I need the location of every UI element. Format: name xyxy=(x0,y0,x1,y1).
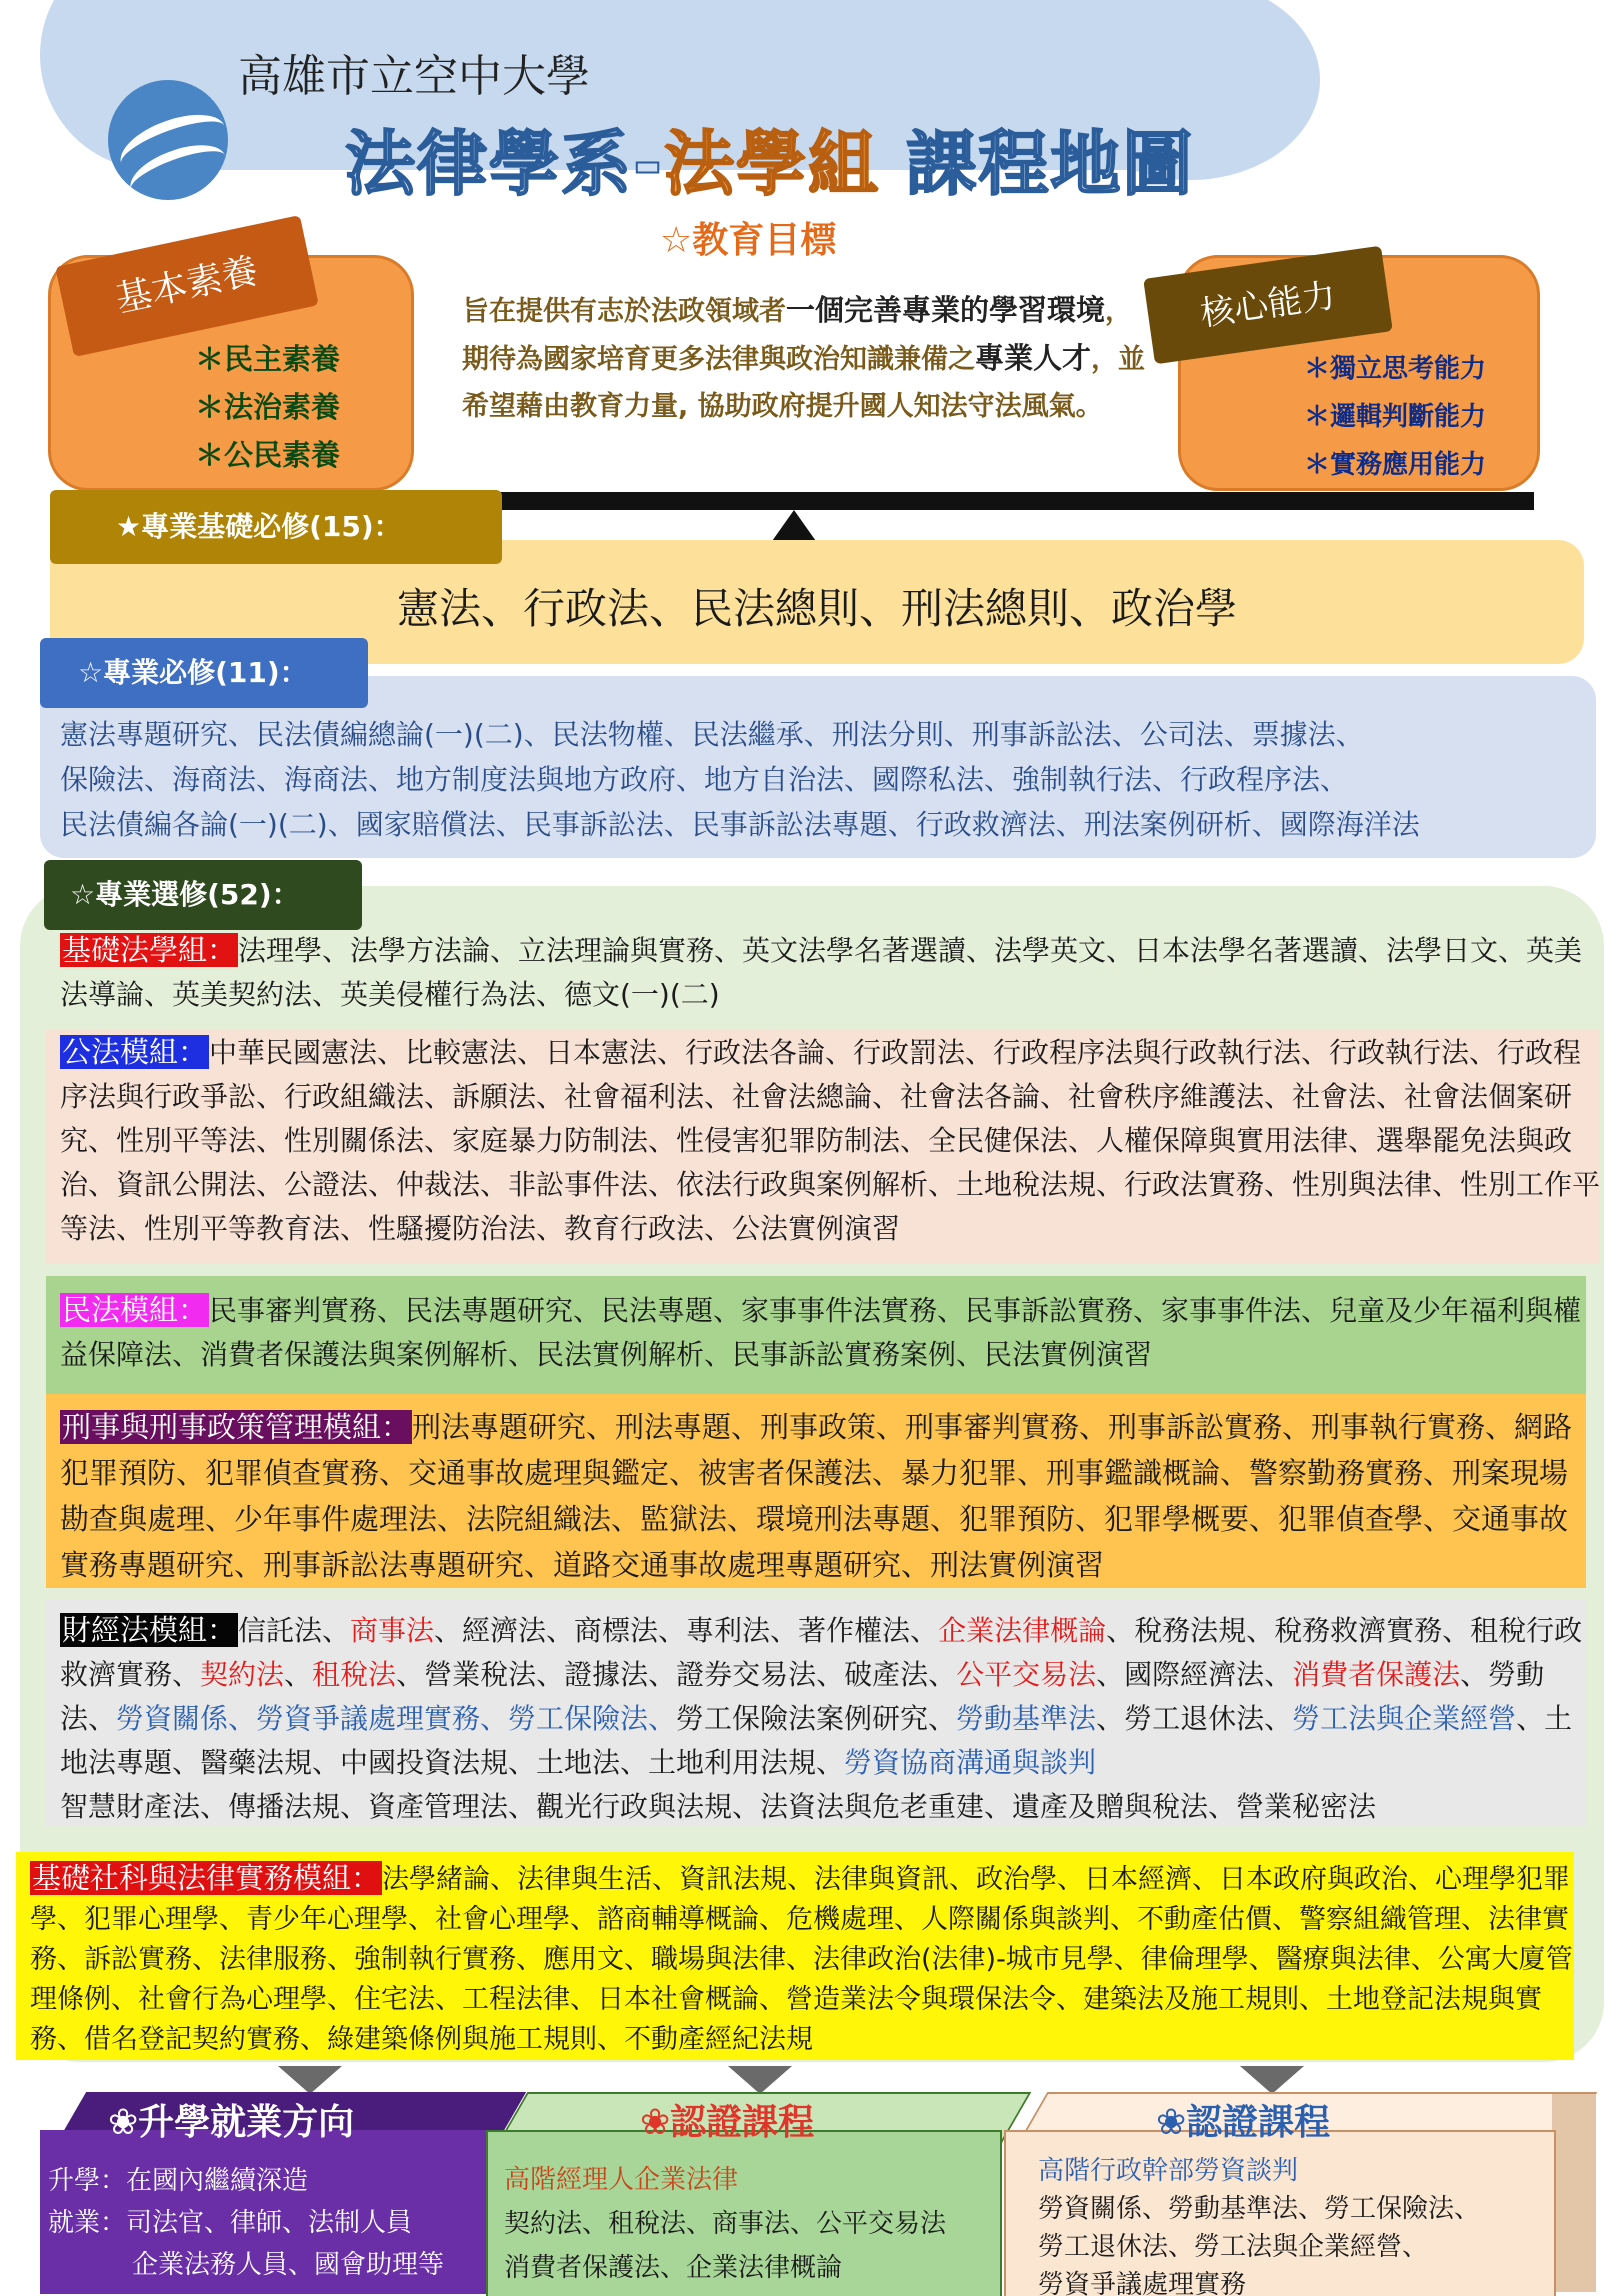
career-line: 企業法務人員、國會助理等 xyxy=(132,2250,445,2280)
career-title: ❀升學就業方向 xyxy=(108,2102,355,2143)
cert-heading: 高階行政幹部勞資談判 xyxy=(1038,2156,1299,2186)
module-label: 民法模組： xyxy=(62,1293,208,1327)
university-logo xyxy=(108,80,228,200)
module-label: 公法模組： xyxy=(62,1035,208,1069)
required-line: 憲法專題研究、民法債編總論(一)(二)、民法物權、民法繼承、刑法分則、刑事訴訟法、公司法、票據法、 xyxy=(60,718,1364,751)
basic-literacy-item: ＊公民素養 xyxy=(195,438,341,472)
electives-tab-label: ☆專業選修(52)： xyxy=(70,878,300,911)
cert-title: ❀認證課程 xyxy=(1156,2102,1331,2143)
education-goal-text: 旨在提供有志於法政領域者一個完善專業的學習環境，期待為國家培育更多法律與政治知識兼備之專業人才，並希望藉由教育力量, 協助政府提升國人知法守法風氣。 xyxy=(462,293,1146,422)
cert-box-side xyxy=(1552,2094,1596,2292)
module-label: 基礎法學組： xyxy=(62,933,237,967)
cert-heading: 高階經理人企業法律 xyxy=(504,2165,739,2195)
core-ability-item: ＊獨立思考能力 xyxy=(1304,354,1487,384)
arrow-down-icon xyxy=(1240,2066,1304,2094)
career-line: 就業：司法官、律師、法制人員 xyxy=(48,2208,413,2238)
module-financial-law: 財經法模組：信託法、商事法、經濟法、商標法、專利法、著作權法、企業法律概論、稅務法規、稅務救濟實務、租稅行政救濟實務、契約法、租稅法、營業稅法、證據法、證券交易法、破產法、公平交易法、國際經濟法、消費者保護法、勞動法、勞資關係、勞資爭議處理實務、勞工保險法、勞工保險法案例研究、勞動基準法、勞工退休法、勞工法與企業經營、土地法專題、醫藥法規、中國投資法規、土地法、土地利用法規、勞資協商溝通與談判 智慧財產法、傳播法規、資產管理法、觀光行政與法規、法資法與危老重建、遺產及贈與稅法、營業秘密法 xyxy=(46,1600,1586,1826)
arrow-down-icon xyxy=(728,2066,792,2094)
required-line: 保險法、海商法、海商法、地方制度法與地方政府、地方自治法、國際私法、強制執行法、行政程序法、 xyxy=(60,763,1349,796)
module-courses: 法學緒論、法律與生活、資訊法規、法律與資訊、政治學、日本經濟、日本政府與政治、心理學犯罪學、犯罪心理學、青少年心理學、社會心理學、諮商輔導概論、危機處理、人際關係與談判、不動產估價、警察組織管理、法律實務、訴訟實務、法律服務、強制執行實務、應用文、職場與法律、法律政治(法律)-城市見學、律倫理學、醫療與法律、公寓大廈管理條例、社會行為心理學、住宅法、工程法律、日本社會概論、營造業法令與環保法令、建築法及施工規則、土地登記法規與實務、借名登記契約實務、綠建築條例與施工規則、不動產經紀法規 xyxy=(30,1864,1573,2055)
module-criminal-law xyxy=(46,1394,1586,1588)
foundation-tab xyxy=(50,490,502,564)
module-public-law xyxy=(46,1030,1600,1264)
module-courses: 刑法專題研究、刑法專題、刑事政策、刑事審判實務、刑事訴訟實務、刑事執行實務、網路犯罪預防、犯罪偵查實務、交通事故處理與鑑定、被害者保護法、暴力犯罪、刑事鑑識概論、警察勤務實務、刑案現場勘查與處理、少年事件處理法、法院組織法、監獄法、環境刑法專題、犯罪預防、犯罪學概要、犯罪偵查學、交通事故實務專題研究、刑事訴訟法專題研究、道路交通事故處理專題研究、刑法實例演習 xyxy=(60,1410,1573,1582)
module-social-science-practice xyxy=(16,1852,1574,2060)
page-title xyxy=(345,108,1194,209)
education-goal-title: ☆教育目標 xyxy=(660,220,837,261)
cert-line: 勞資爭議處理實務 xyxy=(1038,2270,1247,2296)
title-right: 課程地圖 xyxy=(880,123,1195,205)
seesaw-fulcrum xyxy=(770,510,818,544)
core-ability-item: ＊邏輯判斷能力 xyxy=(1304,402,1487,432)
module-courses: 法理學、法學方法論、立法理論與實務、英文法學名著選讀、法學英文、日本法學名著選讀、法學日文、英美法導論、英美契約法、英美侵權行為法、德文(一)(二) xyxy=(60,934,1583,1011)
module-label: 基礎社科與法律實務模組： xyxy=(32,1861,381,1895)
arrow-down-icon xyxy=(278,2066,342,2094)
required-courses xyxy=(60,712,1580,847)
cert-title: ❀認證課程 xyxy=(640,2102,815,2143)
title-left: 法律學系- xyxy=(345,123,665,205)
career-details xyxy=(48,2160,444,2286)
required-tab-label: ☆專業必修(11)： xyxy=(78,656,308,689)
module-label: 刑事與刑事政策管理模組： xyxy=(62,1410,411,1444)
basic-literacy-item: ＊民主素養 xyxy=(195,342,341,376)
required-line: 民法債編各論(一)(二)、國家賠償法、民事訴訟法、民事訴訟法專題、行政救濟法、刑法案例研析、國際海洋法 xyxy=(60,808,1420,841)
module-courses: 民事審判實務、民法專題研究、民法專題、家事事件法實務、民事訴訟實務、家事事件法、兒童及少年福利與權益保障法、消費者保護法與案例解析、民法實例解析、民事訴訟實務案例、民法實例演習 xyxy=(60,1294,1582,1371)
module-basic-jurisprudence xyxy=(46,928,1600,1020)
required-tab xyxy=(40,638,368,708)
career-line: 升學：在國內繼續深造 xyxy=(48,2166,309,2196)
seesaw-bar xyxy=(470,492,1534,510)
cert-details xyxy=(504,2158,946,2290)
foundation-tab-label: ★專業基礎必修(15)： xyxy=(116,510,402,543)
electives-tab xyxy=(44,860,362,930)
core-ability-title: 核心能力 xyxy=(1197,275,1339,335)
cert-line: 契約法、租稅法、商事法、公平交易法 xyxy=(504,2209,947,2239)
school-name: 高雄市立空中大學 xyxy=(238,51,590,102)
module-courses: 中華民國憲法、比較憲法、日本憲法、行政法各論、行政罰法、行政程序法與行政執行法、行政執行法、行政程序法與行政爭訟、行政組織法、訴願法、社會福利法、社會法總論、社會法各論、社會秩序維護法、社會法、社會法個案研究、性別平等法、性別關係法、家庭暴力防制法、性侵害犯罪防制法、全民健保法、人權保障與實用法律、選舉罷免法與政治、資訊公開法、公證法、仲裁法、非訟事件法、依法行政與案例解析、土地稅法規、行政法實務、性別與法律、性別工作平等法、性別平等教育法、性騷擾防治法、教育行政法、公法實例演習 xyxy=(60,1036,1601,1245)
cert-line: 消費者保護法、企業法律概論 xyxy=(504,2253,843,2283)
cert-line: 勞工退休法、勞工法與企業經營、 xyxy=(1038,2232,1429,2262)
basic-literacy-item: ＊法治素養 xyxy=(195,390,341,424)
foundation-courses: 憲法、行政法、民法總則、刑法總則、政治學 xyxy=(396,584,1237,633)
module-civil-law xyxy=(46,1276,1586,1394)
basic-literacy-title: 基本素養 xyxy=(112,250,262,321)
cert-details xyxy=(1038,2152,1480,2296)
core-ability-list xyxy=(1304,345,1486,489)
core-ability-item: ＊實務應用能力 xyxy=(1304,450,1487,480)
basic-literacy-list xyxy=(195,335,340,479)
module-label: 財經法模組： xyxy=(62,1613,237,1647)
title-mid: 法學組 xyxy=(664,123,881,205)
cert-line: 勞資關係、勞動基準法、勞工保險法、 xyxy=(1038,2194,1481,2224)
